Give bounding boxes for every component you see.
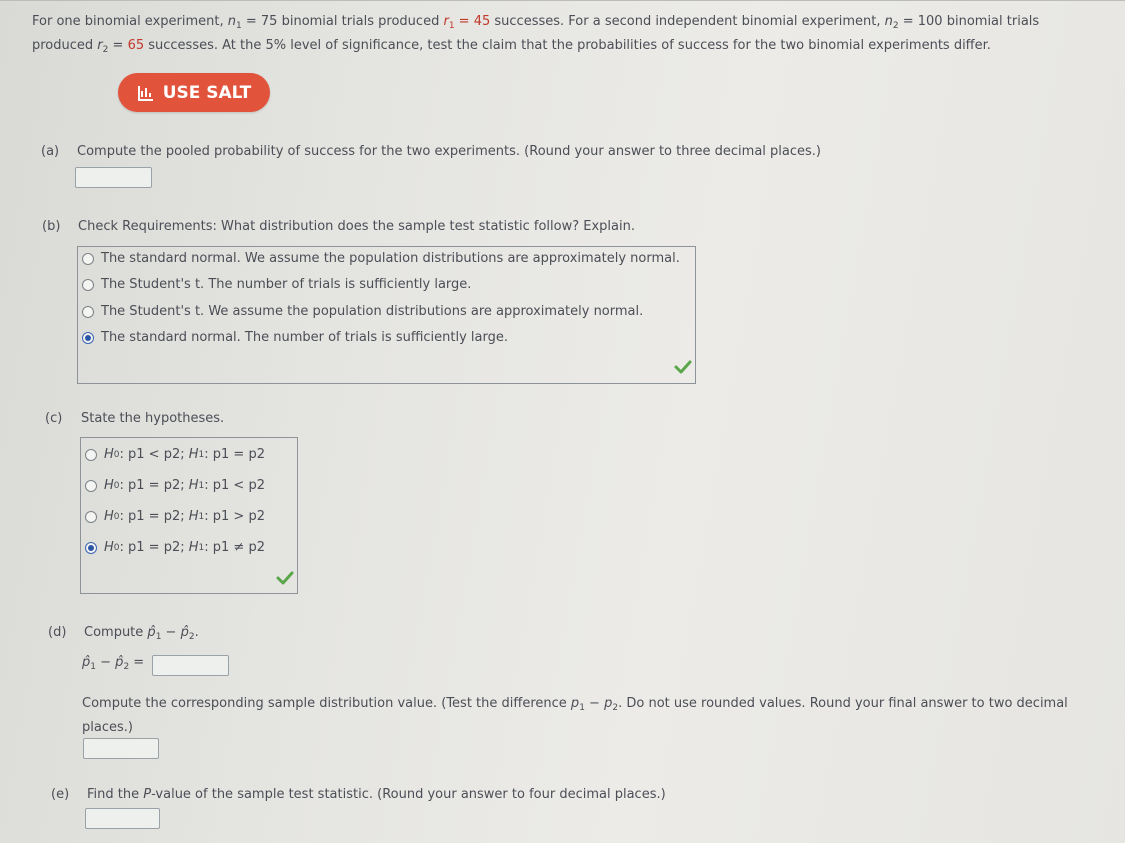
part-a-prompt — [41, 144, 821, 159]
h0-text: p1 = p2 — [128, 540, 181, 555]
h1-text: p1 < p2 — [212, 478, 265, 493]
h0-text: p1 = p2 — [128, 478, 181, 493]
top-divider — [0, 0, 1125, 1]
part-e-prompt: (e) Find the P-value of the sample test statistic. (Round your answer to four decimal places.) — [51, 787, 666, 802]
radio-option[interactable] — [82, 304, 643, 319]
h0-text: p1 = p2 — [128, 509, 181, 524]
part-label: (c) — [45, 411, 63, 426]
part-d-prompt: (d) Compute $p̂_1$ − $p̂_2$. — [48, 625, 199, 642]
radio-option[interactable]: H 0 : p1 < p2 ; H 1 : p1 = p2 — [85, 447, 265, 462]
radio-option-selected[interactable] — [82, 330, 508, 345]
radio-button-selected[interactable] — [85, 542, 97, 554]
radio-button[interactable] — [85, 449, 97, 461]
intro-text: For one binomial experiment, — [32, 14, 228, 29]
hypotheses-options-box — [80, 437, 298, 594]
prompt-text: . Do not use rounded values. Round your final answer to two decimal — [618, 696, 1068, 711]
n1-value: 75 — [260, 14, 278, 29]
n2-symbol: n — [884, 14, 893, 29]
radio-option[interactable]: H 0 : p1 = p2 ; H 1 : p1 < p2 — [85, 478, 265, 493]
h0-text: p1 < p2 — [128, 447, 181, 462]
prompt-text: State the hypotheses. — [81, 411, 225, 426]
part-c-prompt — [45, 411, 224, 426]
radio-button[interactable] — [82, 253, 94, 265]
option-label: The Student's t. The number of trials is sufficiently large. — [101, 277, 472, 292]
part-label: (d) — [48, 625, 67, 640]
radio-option[interactable]: H 0 : p1 = p2 ; H 1 : p1 > p2 — [85, 509, 265, 524]
intro-text: binomial trials — [942, 14, 1040, 29]
h1-text: p1 ≠ p2 — [212, 540, 265, 555]
prompt-text: -value of the sample test statistic. (Round your answer to four decimal places.) — [151, 787, 666, 802]
h1-text: p1 = p2 — [212, 447, 265, 462]
sample-distribution-prompt: Compute the corresponding sample distribution value. (Test the difference $p_1 - p_2$. Do not use rounded values. Round your final answer to two decimal places.) — [82, 696, 1068, 735]
prompt-text: Find the — [87, 787, 144, 802]
problem-statement: For one binomial experiment, $n_1 = 75$ binomial trials produced $r_1 = 45$ successes. For a second independent binomial experiment, $n_2 = 100$ binomial trials produced $r_2 = 65$ successes. At the 5% level of significance, test the claim that the probabilities of success for the two binomial experiments differ. — [32, 14, 1040, 55]
r1-value: 45 — [473, 14, 491, 29]
checkmark-icon — [674, 360, 692, 374]
distribution-options-box — [77, 246, 696, 384]
radio-button-selected[interactable] — [82, 332, 94, 344]
intro-text: binomial trials produced — [277, 14, 444, 29]
radio-button[interactable] — [82, 306, 94, 318]
intro-text: produced — [32, 38, 98, 53]
intro-text: successes. For a second independent binomial experiment, — [490, 14, 885, 29]
prompt-text: Compute — [84, 625, 144, 640]
use-salt-label: USE SALT — [162, 82, 252, 103]
difference-input[interactable] — [152, 655, 229, 676]
option-label: The Student's t. We assume the population distributions are approximately normal. — [101, 304, 644, 319]
radio-button[interactable] — [82, 279, 94, 291]
prompt-text: Compute the pooled probability of success for the two experiments. (Round your answer to three decimal places.) — [77, 144, 821, 159]
radio-button[interactable] — [85, 511, 97, 523]
part-label: (e) — [51, 787, 70, 802]
radio-option[interactable] — [82, 251, 680, 266]
prompt-text: Check Requirements: What distribution does the sample test statistic follow? Explain. — [78, 219, 635, 234]
prompt-text: Compute the corresponding sample distribution value. (Test the difference — [82, 696, 571, 711]
chart-icon — [137, 84, 155, 102]
option-label: The standard normal. The number of trials is sufficiently large. — [101, 330, 509, 345]
use-salt-button[interactable] — [118, 73, 270, 112]
part-label: (b) — [42, 219, 61, 234]
checkmark-icon — [276, 571, 294, 585]
part-b-prompt — [42, 219, 635, 234]
prompt-text: places.) — [82, 720, 133, 735]
intro-text: successes. At the 5% level of significance, test the claim that the probabilities of success for the two binomial experiments differ. — [144, 38, 991, 53]
difference-label: $p̂_1$ − $p̂_2$ = — [82, 655, 145, 672]
r2-value: 65 — [127, 38, 145, 53]
r1-symbol: r — [443, 14, 449, 29]
radio-option[interactable] — [82, 277, 471, 292]
sample-distribution-input[interactable] — [83, 738, 159, 759]
h1-text: p1 > p2 — [212, 509, 265, 524]
n1-symbol: n — [227, 14, 236, 29]
radio-button[interactable] — [85, 480, 97, 492]
part-label: (a) — [41, 144, 60, 159]
n2-value: 100 — [917, 14, 943, 29]
option-label: The standard normal. We assume the population distributions are approximately normal. — [101, 251, 680, 266]
p-value-input[interactable] — [85, 808, 160, 829]
r2-symbol: r — [97, 38, 103, 53]
radio-option-selected[interactable]: H 0 : p1 = p2 ; H 1 : p1 ≠ p2 — [85, 540, 265, 555]
pooled-probability-input[interactable] — [75, 167, 152, 188]
